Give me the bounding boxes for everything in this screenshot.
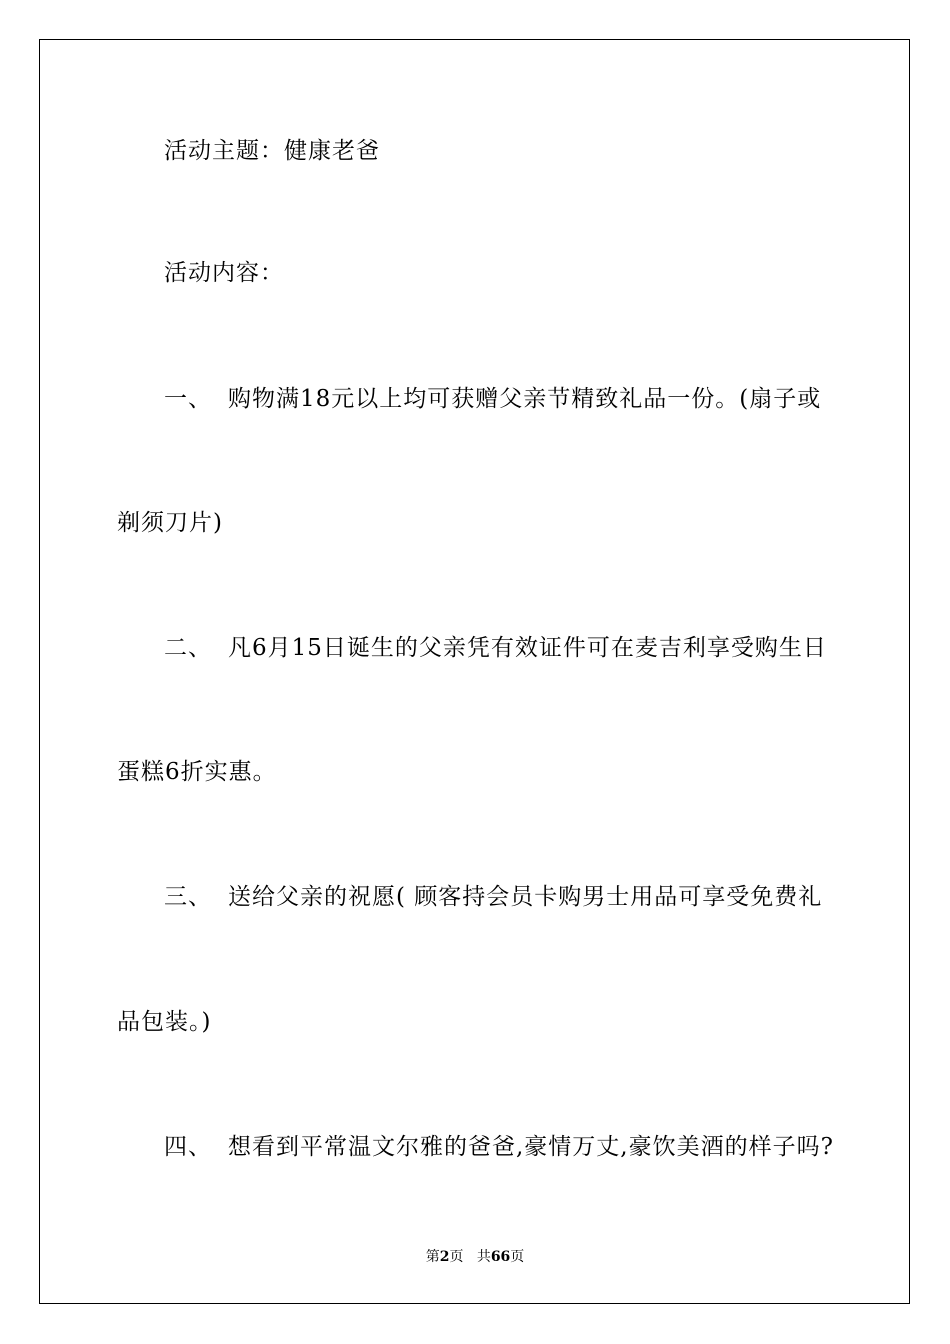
list-item-2-text: 凡6月15日诞生的父亲凭有效证件可在麦吉利享受购生日 <box>228 635 827 661</box>
footer-prefix: 第 <box>425 1249 440 1265</box>
activity-content-heading: 活动内容： <box>164 260 284 286</box>
page-footer <box>0 1248 950 1266</box>
footer-page-number: 2 <box>439 1249 450 1265</box>
list-item-1-continuation: 剃须刀片) <box>117 510 223 536</box>
list-item-1 <box>164 384 834 414</box>
footer-total-pages: 66 <box>490 1249 511 1265</box>
list-item-4-number: 四、 <box>164 1134 212 1160</box>
list-item-1-text: 购物满18元以上均可获赠父亲节精致礼品一份。(扇子或 <box>228 386 822 412</box>
footer-total-prefix: 共 <box>476 1249 491 1265</box>
list-item-3-text: 送给父亲的祝愿( 顾客持会员卡购男士用品可享受免费礼 <box>228 884 823 910</box>
list-item-3-number: 三、 <box>164 884 212 910</box>
list-item-3 <box>164 882 834 912</box>
list-item-3-continuation: 品包装。) <box>117 1009 212 1035</box>
list-item-2 <box>164 633 834 663</box>
list-item-2-number: 二、 <box>164 635 212 661</box>
page-border <box>39 39 910 1304</box>
list-item-4-text: 想看到平常温文尔雅的爸爸,豪情万丈,豪饮美酒的样子吗? <box>228 1134 834 1160</box>
footer-page-suffix: 页 <box>449 1249 464 1265</box>
list-item-4 <box>164 1132 834 1162</box>
list-item-2-continuation: 蛋糕6折实惠。 <box>117 759 277 785</box>
activity-theme-line: 活动主题：健康老爸 <box>164 138 380 164</box>
footer-total-suffix: 页 <box>510 1249 525 1265</box>
list-item-1-number: 一、 <box>164 386 212 412</box>
